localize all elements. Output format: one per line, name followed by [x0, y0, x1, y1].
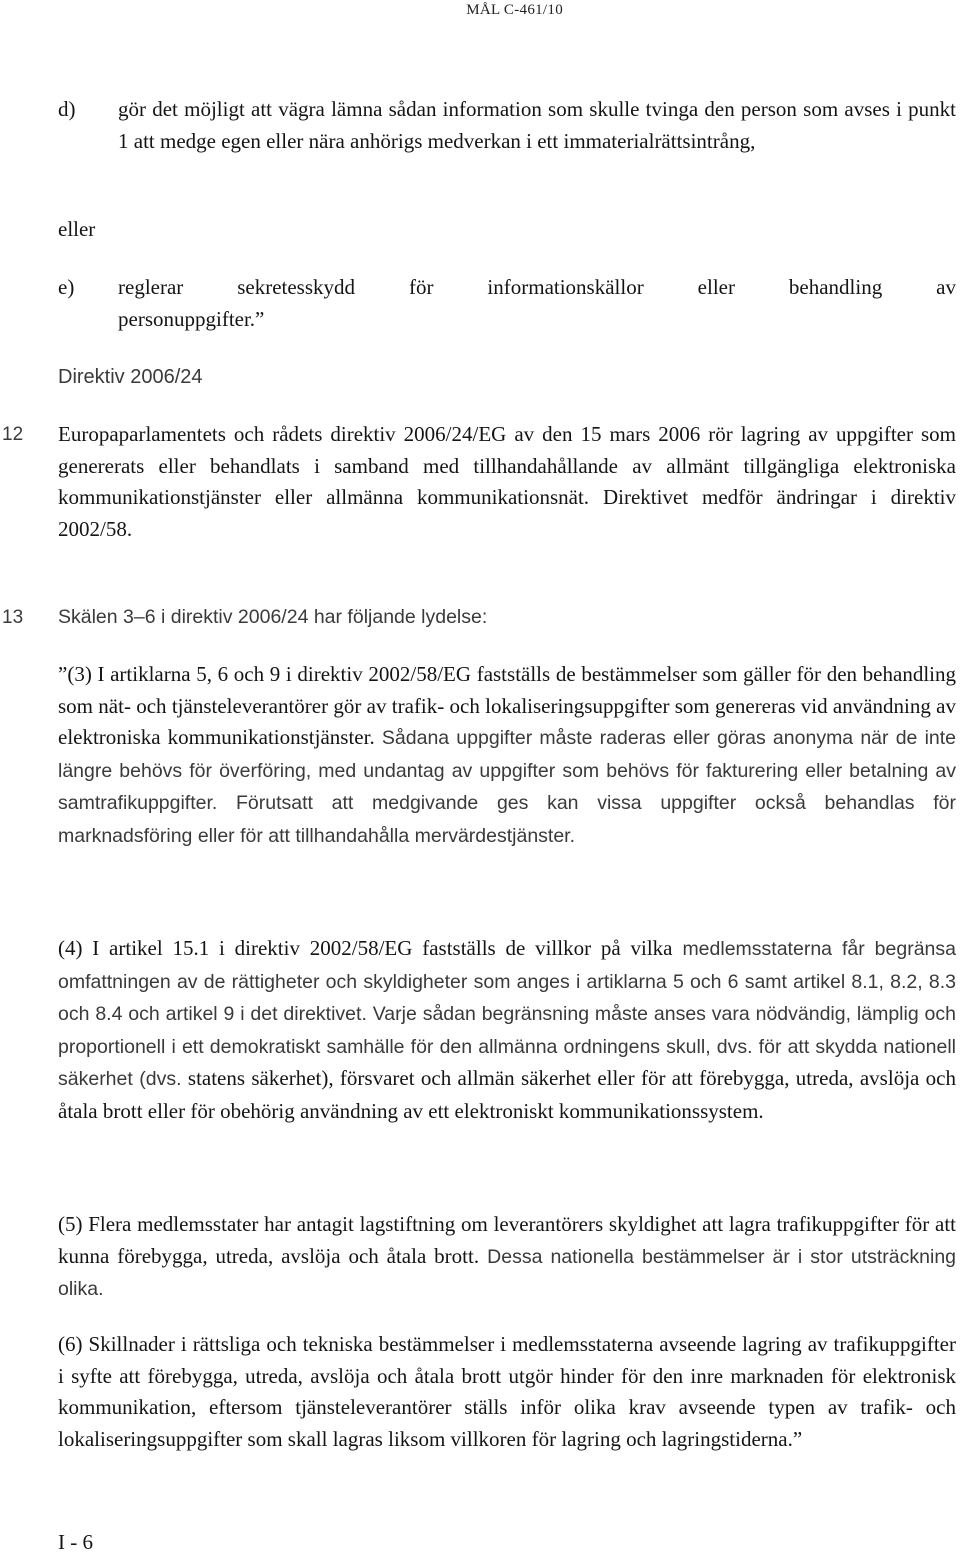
paragraph-12-text: Europaparlamentets och rådets direktiv 2006/24/EG av den 15 mars 2006 rör lagring av uppgifter som genererats eller behandlats i samband med tillhandahållande av allmänt tillgängliga elektroniska kommunikationstjänster eller allmänna kommunikationsnät. Direktivet medför ändringar i direktiv 2002/58.: [58, 422, 956, 541]
quote-recital-4-part-2: medlemsstaterna får begränsa omfattningen av de rättigheter och skyldigheter som anges i artiklarna 5 och 6 samt artikel 8.1, 8.2, 8.3 och 8.4 och artikel 9 i det direktivet. Varje sådan begränsning måste anses vara nödvändig, lämplig och proportionell i ett demokratiskt samhälle för den allmänna ordningens skull, dvs. för att skydda nationell säkerhet (dvs.: [58, 938, 956, 1090]
quote-recital-4: [58, 933, 956, 1127]
quote-recital-3: [58, 659, 956, 852]
conjunction-text: eller: [58, 217, 96, 241]
quote-recital-4-part-1: (4) I artikel 15.1 i direktiv 2002/58/EG fastställs de villkor på vilka: [58, 936, 673, 960]
paragraph-number-13: 13: [2, 607, 24, 628]
quote-recital-4-part-3: statens säkerhet), försvaret och allmän säkerhet eller för att förebygga, utreda, avslöja och åtala brott eller för obehörig användning av ett elektroniskt kommunikationssystem.: [58, 1066, 956, 1123]
list-item-e-line-2: personuppgifter.”: [118, 306, 265, 331]
list-label-e: e): [58, 275, 75, 299]
quote-recital-3-part-1: ”(3) I artiklarna 5, 6 och 9 i direktiv 2002/58/EG fastställs de bestämmelser som gäller för den behandling som nät- och tjänsteleverantörer gör av trafik- och lokaliseringsuppgifter som genereras vid användning av elektroniska kommunikationstjänster.: [58, 662, 956, 749]
list-label-d: d): [58, 97, 76, 121]
case-reference: MÅL C-461/10: [466, 2, 563, 18]
quote-recital-5: [58, 1209, 956, 1306]
paragraph-number-12: 12: [2, 424, 24, 445]
list-item-d-text: gör det möjligt att vägra lämna sådan information som skulle tvinga den person som avses i punkt 1 att medge egen eller nära anhörigs medverkan i ett immaterialrättsintrång,: [118, 97, 956, 153]
quote-recital-3-part-2: Sådana uppgifter måste raderas eller göras anonyma när de inte längre behövs för överföring, med undantag av uppgifter som behövs för fakturering eller betalning av samtrafikuppgifter. Förutsatt att medgivande ges kan vissa uppgifter också behandlas för marknadsföring eller för att tillhandahålla mervärdestjänster.: [58, 727, 957, 847]
quote-recital-6: (6) Skillnader i rättsliga och tekniska bestämmelser i medlemsstaterna avseende lagring av trafikuppgifter i syfte att förebygga, utreda, avslöja och åtala brott utgör hinder för den inre marknaden för elektronisk kommunikation, eftersom tjänsteleverantörer ställs inför olika krav avseende typen av trafik- och lokaliseringsuppgifter som skall lagras liksom villkoren för lagring och lagringstiderna.”: [58, 1332, 956, 1451]
list-item-e-line-1: reglerar sekretesskydd för informationskällor eller behandling av: [118, 275, 956, 299]
list-item-e-text: [118, 272, 956, 335]
section-heading: Direktiv 2006/24: [58, 366, 203, 388]
quote-recital-5-part-2: Dessa nationella bestämmelser är i stor utsträckning olika.: [58, 1245, 957, 1300]
page-number: I - 6: [58, 1530, 93, 1554]
paragraph-13-text: Skälen 3–6 i direktiv 2006/24 har följande lydelse:: [58, 606, 488, 628]
quote-recital-5-part-1: (5) Flera medlemsstater har antagit lagstiftning om leverantörers skyldighet att lagra trafikuppgifter för att kunna förebygga, utreda, avslöja och åtala brott.: [58, 1212, 956, 1268]
